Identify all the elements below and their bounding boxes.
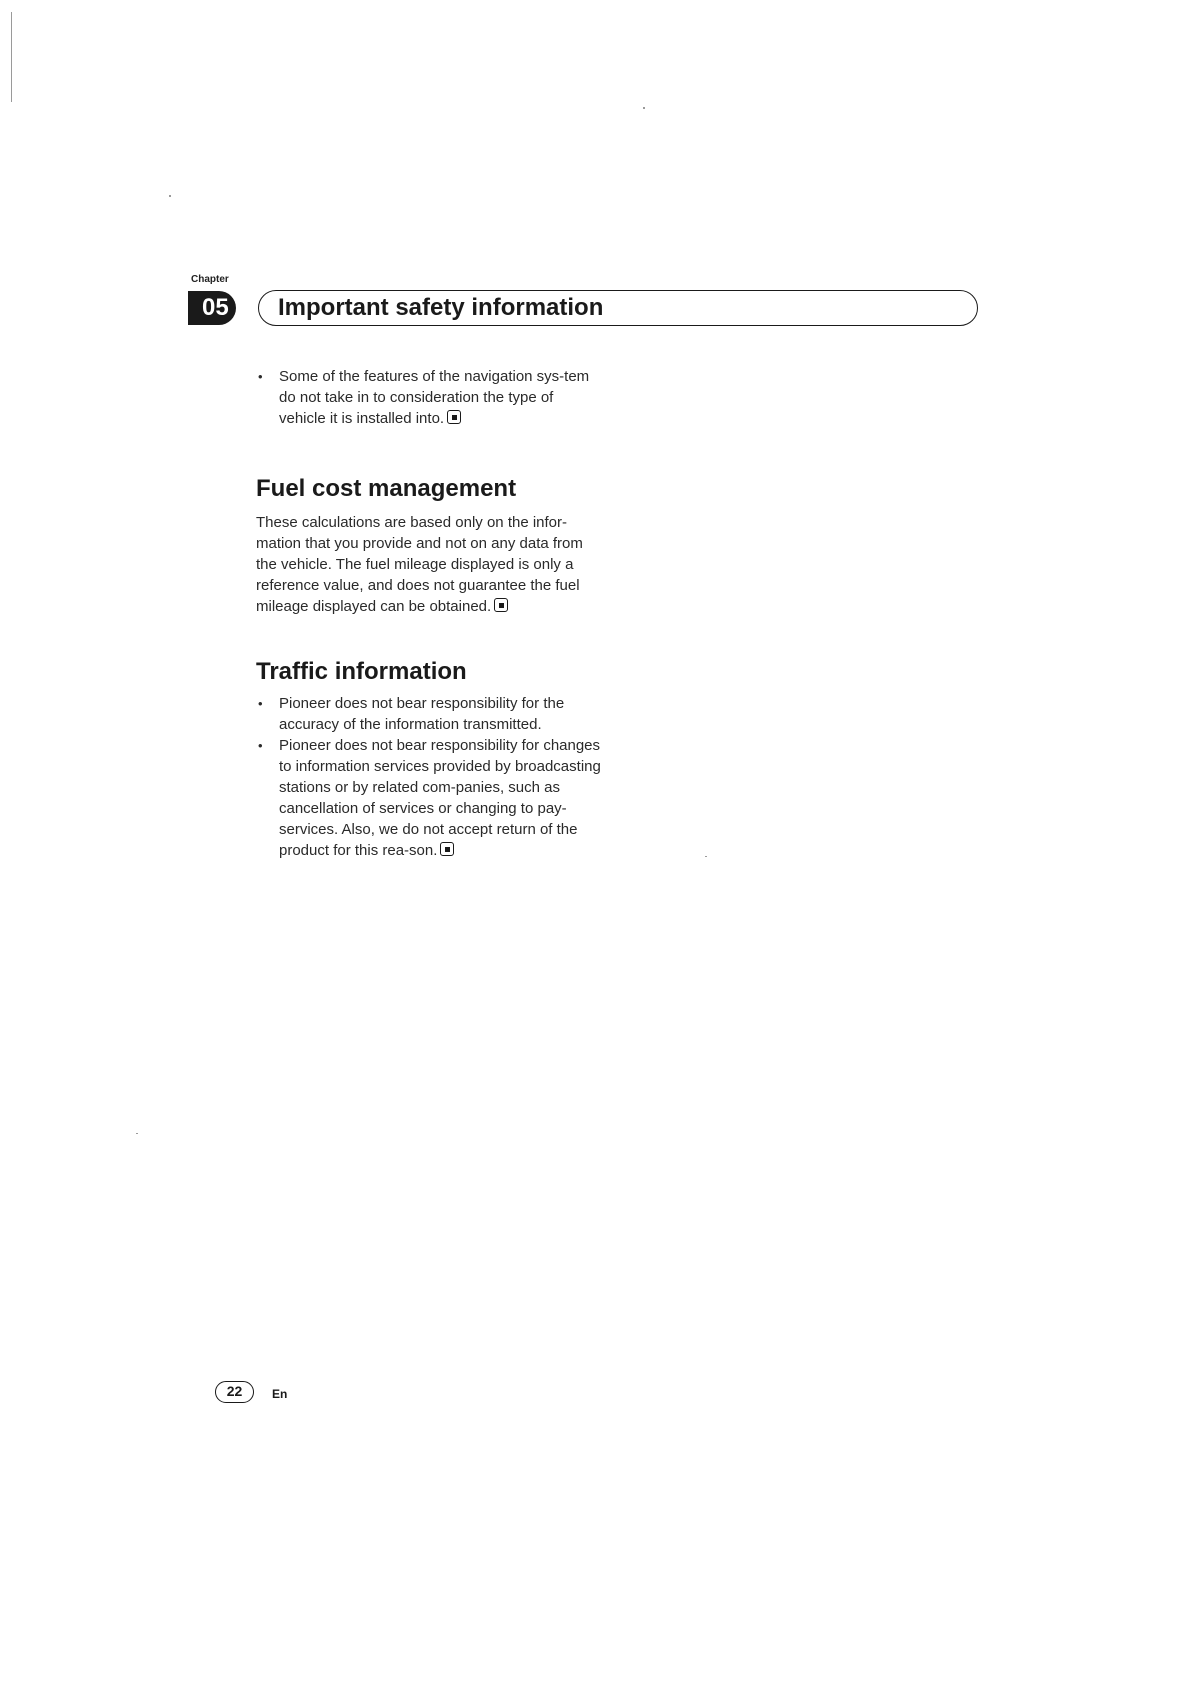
- section-heading-traffic: Traffic information: [256, 658, 467, 685]
- list-item: [256, 735, 601, 861]
- scan-speck: [169, 195, 171, 197]
- chapter-number: 05: [202, 294, 229, 321]
- bullet-text: Some of the features of the navigation sys-tem do not take in to consideration the type of vehicle it is installed into.: [279, 368, 590, 427]
- section-end-icon: [440, 842, 454, 856]
- content-column: [256, 366, 601, 861]
- section-end-icon: [494, 598, 508, 612]
- traffic-bullet-list: [256, 693, 601, 861]
- scan-speck: [643, 107, 645, 109]
- bullet-text: Pioneer does not bear responsibility for changes to information services provided by broadcasting stations or by related com-panies, such as cancellation of services or changing to pay-services. Also, we do not accept return of the product for this rea-son.: [279, 737, 601, 859]
- list-item: [256, 693, 601, 735]
- intro-bullet-list: [256, 366, 601, 429]
- chapter-label: Chapter: [191, 274, 229, 285]
- scan-speck: [136, 1133, 138, 1134]
- chapter-number-badge: [188, 291, 236, 325]
- language-code: En: [272, 1387, 288, 1401]
- fuel-paragraph: [256, 512, 601, 617]
- page-number-badge: 22: [215, 1381, 254, 1403]
- scan-edge-line: [11, 12, 12, 102]
- paragraph-text: These calculations are based only on the infor-mation that you provide and not on any data from the vehicle. The fuel mileage displayed is only a reference value, and does not guarantee the fuel mileage displayed can be obtained.: [256, 514, 583, 615]
- list-item: [256, 366, 601, 429]
- chapter-title: Important safety information: [278, 294, 604, 321]
- bullet-text: Pioneer does not bear responsibility for the accuracy of the information transmitted.: [279, 695, 565, 733]
- section-end-icon: [447, 410, 461, 424]
- scan-speck: [705, 856, 707, 857]
- section-heading-fuel: Fuel cost management: [256, 475, 517, 502]
